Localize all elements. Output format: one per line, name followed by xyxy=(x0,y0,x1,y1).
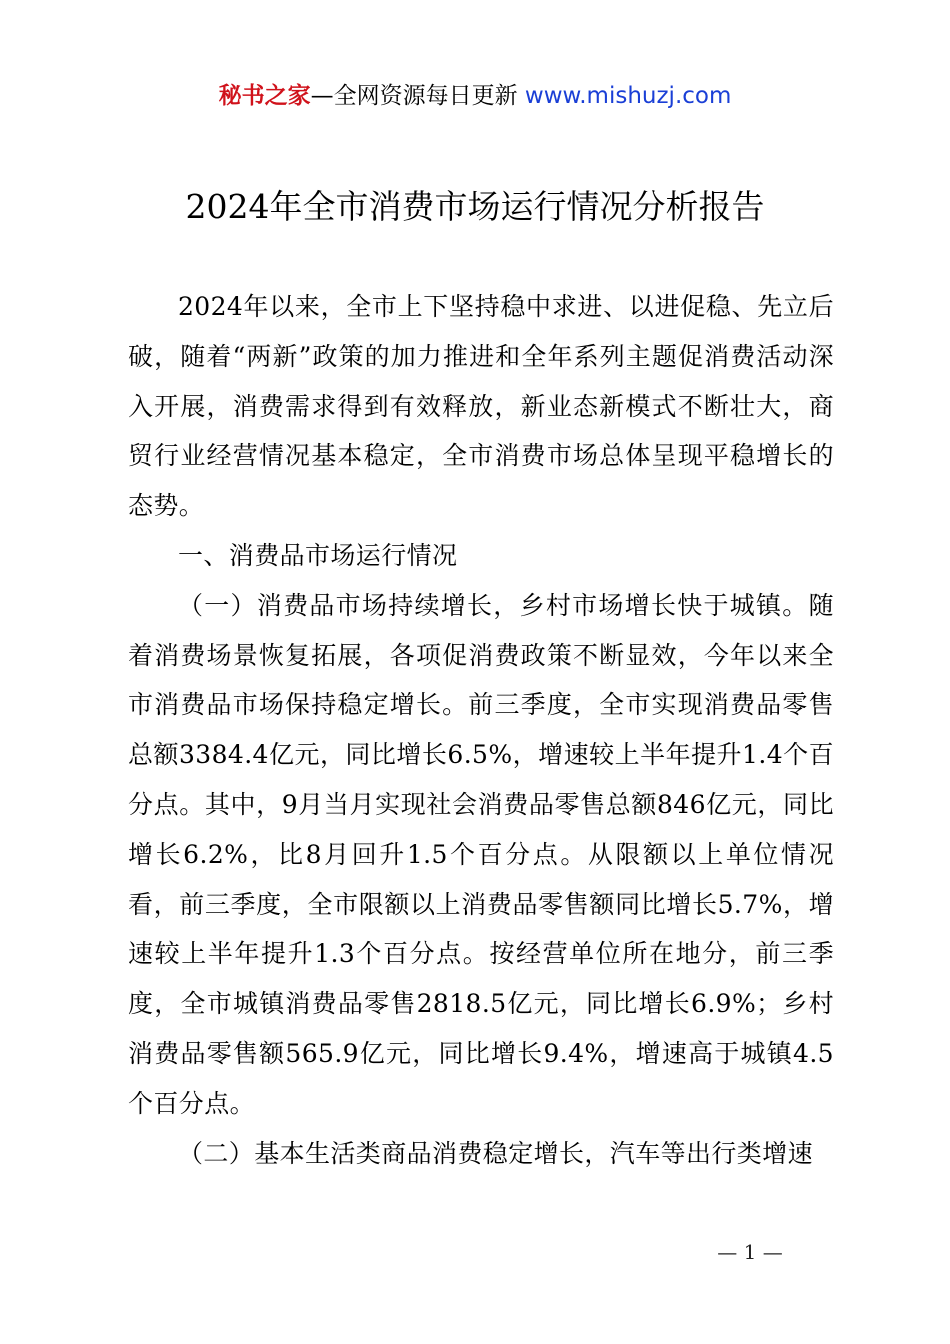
section-heading: 一、消费品市场运行情况 xyxy=(178,540,458,570)
site-brand: 秘书之家 xyxy=(218,83,311,109)
intro-paragraph: 2024年以来，全市上下坚持稳中求进、以进促稳、先立后破，随着“两新”政策的加力推进和全年系列主题促消费活动深入开展，消费需求得到有效释放，新业态新模式不断壮大，商贸行业经营情况基本稳定，全市消费市场总体呈现平稳增长的态势。 xyxy=(128,292,834,521)
subsection-1-paragraph: （一）消费品市场持续增长，乡村市场增长快于城镇。随着消费场景恢复拓展，各项促消费政策不断显效，今年以来全市消费品市场保持稳定增长。前三季度，全市实现消费品零售总额3384.4亿元，同比增长6.5%，增速较上半年提升1.4个百分点。其中，9月当月实现社会消费品零售总额846亿元，同比增长6.2%，比8月回升1.5个百分点。从限额以上单位情况看，前三季度，全市限额以上消费品零售额同比增长5.7%，增速较上半年提升1.3个百分点。按经营单位所在地分，前三季度，全市城镇消费品零售2818.5亿元，同比增长6.9%；乡村消费品零售额565.9亿元，同比增长9.4%，增速高于城镇4.5个百分点。 xyxy=(128,590,834,1118)
site-header xyxy=(0,80,950,112)
page-number: — 1 — xyxy=(717,1240,783,1264)
subsection-2-paragraph: （二）基本生活类商品消费稳定增长，汽车等出行类增速 xyxy=(178,1138,814,1168)
site-url-link[interactable]: www.mishuzj.com xyxy=(524,83,732,109)
document-title: 2024年全市消费市场运行情况分析报告 xyxy=(185,187,765,226)
site-tagline: —全网资源每日更新 xyxy=(310,83,518,109)
document-body xyxy=(128,282,834,1178)
